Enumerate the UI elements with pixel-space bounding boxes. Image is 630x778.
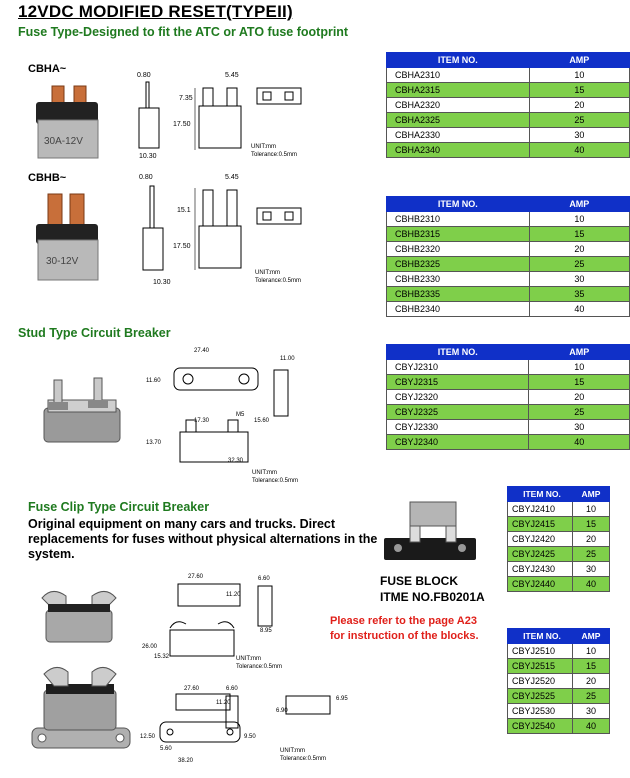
table-row (508, 502, 610, 517)
table-cell: 30 (529, 128, 629, 143)
table-header: AMP (573, 487, 610, 502)
table-row (387, 227, 630, 242)
page-title: 12VDC MODIFIED RESET(TYPEII) (18, 2, 293, 21)
dim-text: 11.00 (280, 356, 295, 362)
table-cell: 15 (529, 83, 629, 98)
table-row (387, 435, 630, 450)
unit-text: UNIT:mm (280, 748, 305, 754)
table-cell: 40 (529, 302, 629, 317)
table-cell: 10 (573, 644, 610, 659)
fuse-block-title: FUSE BLOCK (380, 574, 458, 588)
table-header: AMP (529, 345, 630, 360)
table-cell: CBHB2310 (387, 212, 530, 227)
table-row (387, 83, 630, 98)
table-cell: CBHA2310 (387, 68, 530, 83)
dim-text: 15.1 (177, 207, 191, 214)
table-cell: CBYJ2515 (508, 659, 573, 674)
stud-table (386, 344, 630, 450)
dim-text: 17.50 (173, 121, 191, 128)
dim-text: 17.30 (194, 418, 210, 424)
tolerance-text: Tolerance:0.5mm (280, 756, 327, 762)
dim-text: 11.60 (146, 378, 161, 384)
fuse-block-photo (380, 496, 480, 576)
table-cell: CBHB2325 (387, 257, 530, 272)
dim-text: 11.20 (216, 700, 231, 706)
table-cell: 25 (529, 113, 629, 128)
table-cell: CBYJ2425 (508, 547, 573, 562)
dim-text: 11.20 (226, 592, 241, 598)
table-cell: 40 (529, 435, 630, 450)
unit-text: UNIT:mm (236, 656, 261, 662)
table-cell: 20 (529, 390, 630, 405)
table-header: AMP (573, 629, 610, 644)
table-row (387, 420, 630, 435)
table-cell: CBHA2325 (387, 113, 530, 128)
table-header: AMP (529, 197, 629, 212)
cbhb-drawing (133, 170, 333, 288)
table-cell: 10 (529, 360, 630, 375)
dim-text: 6.60 (258, 576, 270, 582)
table-cell: CBYJ2320 (387, 390, 529, 405)
clip-description: Original equipment on many cars and trucks. Direct replacements for fuses without physical alternations in the system. (28, 517, 378, 561)
table-header: ITEM NO. (387, 197, 530, 212)
table-cell: 40 (573, 577, 610, 592)
clip-photo-2 (30, 660, 134, 760)
table-cell: CBHB2320 (387, 242, 530, 257)
table-cell: 20 (529, 98, 629, 113)
clip-table-2 (507, 628, 610, 734)
stud-drawing (140, 344, 320, 486)
tolerance-text: Tolerance:0.5mm (255, 278, 302, 284)
table-cell: 10 (573, 502, 610, 517)
table-row (387, 360, 630, 375)
table-cell: CBHB2335 (387, 287, 530, 302)
dim-text: 38.20 (178, 758, 194, 764)
dim-text: 13.70 (146, 440, 162, 446)
table-row (508, 719, 610, 734)
table-cell: CBYJ2330 (387, 420, 529, 435)
dim-text: 10.30 (153, 279, 171, 286)
tolerance-text: Tolerance:0.5mm (252, 478, 299, 484)
table-cell: 10 (529, 212, 629, 227)
dim-text: 5.60 (160, 746, 172, 752)
cbhb-label: CBHB~ (28, 172, 67, 184)
table-cell: CBYJ2530 (508, 704, 573, 719)
dim-text: 6.95 (336, 696, 348, 702)
table-cell: CBHB2340 (387, 302, 530, 317)
table-row (387, 212, 630, 227)
dim-text: 27.60 (188, 574, 204, 580)
table-cell: 30 (529, 420, 630, 435)
table-header: AMP (529, 53, 629, 68)
stud-section-title: Stud Type Circuit Breaker (18, 326, 171, 340)
table-cell: CBYJ2325 (387, 405, 529, 420)
table-cell: CBHA2330 (387, 128, 530, 143)
table-row (387, 390, 630, 405)
table-row (387, 405, 630, 420)
page-subtitle: Fuse Type-Designed to fit the ATC or ATO fuse footprint (18, 25, 349, 39)
table-cell: 25 (529, 257, 629, 272)
table-cell: 35 (529, 287, 629, 302)
table-cell: CBHA2340 (387, 143, 530, 158)
cbha-photo (30, 80, 110, 162)
table-row (387, 128, 630, 143)
table-cell: 40 (573, 719, 610, 734)
table-cell: CBYJ2315 (387, 375, 529, 390)
table-row (508, 517, 610, 532)
table-row (387, 272, 630, 287)
table-cell: 25 (529, 405, 630, 420)
table-cell: 30 (573, 562, 610, 577)
table-cell: 20 (573, 532, 610, 547)
dim-text: 5.45 (225, 174, 239, 181)
note-line-2: for instruction of the blocks. (330, 630, 479, 642)
table-cell: 20 (529, 242, 629, 257)
dim-text: 8.95 (260, 628, 272, 634)
table-cell: 25 (573, 547, 610, 562)
cbhb-photo (30, 190, 110, 286)
table-cell: 40 (529, 143, 629, 158)
table-cell: 15 (573, 659, 610, 674)
table-header: ITEM NO. (508, 629, 573, 644)
unit-text: UNIT:mm (252, 470, 277, 476)
note-line-1: Please refer to the page A23 (330, 615, 477, 627)
clip-table-1 (507, 486, 610, 592)
dim-text: 5.45 (225, 72, 239, 79)
dim-text: 27.40 (194, 348, 210, 354)
dim-text: M5 (236, 412, 245, 418)
cbha-label: CBHA~ (28, 63, 67, 75)
tolerance-text: Tolerance:0.5mm (251, 152, 298, 158)
table-cell: CBHA2320 (387, 98, 530, 113)
table-cell: 15 (573, 517, 610, 532)
dim-text: 27.60 (184, 686, 200, 692)
table-cell: CBYJ2310 (387, 360, 529, 375)
cbhb-table (386, 196, 630, 317)
table-cell: CBYJ2340 (387, 435, 529, 450)
table-cell: 20 (573, 674, 610, 689)
table-row (508, 659, 610, 674)
dim-text: 12.50 (140, 734, 156, 740)
table-cell: CBHB2315 (387, 227, 530, 242)
table-row (508, 532, 610, 547)
table-row (508, 644, 610, 659)
table-cell: CBHB2330 (387, 272, 530, 287)
table-row (508, 547, 610, 562)
table-row (387, 287, 630, 302)
table-cell: 30 (529, 272, 629, 287)
cbhb-product-text: 30-12V (46, 256, 79, 267)
table-cell: 10 (529, 68, 629, 83)
table-cell: CBYJ2420 (508, 532, 573, 547)
dim-text: 6.90 (276, 708, 288, 714)
table-row (508, 689, 610, 704)
table-cell: CBYJ2440 (508, 577, 573, 592)
table-row (508, 562, 610, 577)
dim-text: 9.50 (244, 734, 256, 740)
cbha-table (386, 52, 630, 158)
table-row (508, 674, 610, 689)
table-header: ITEM NO. (387, 53, 530, 68)
table-cell: 15 (529, 227, 629, 242)
table-cell: CBHA2315 (387, 83, 530, 98)
fuse-block-item: ITME NO.FB0201A (380, 590, 485, 604)
table-header: ITEM NO. (387, 345, 529, 360)
table-row (387, 257, 630, 272)
dim-text: 0.80 (137, 72, 151, 79)
table-cell: CBYJ2430 (508, 562, 573, 577)
table-cell: 25 (573, 689, 610, 704)
table-row (387, 143, 630, 158)
dim-text: 6.60 (226, 686, 238, 692)
table-cell: CBYJ2410 (508, 502, 573, 517)
table-cell: CBYJ2525 (508, 689, 573, 704)
dim-text: 15.60 (254, 418, 270, 424)
dim-text: 0.80 (139, 174, 153, 181)
table-row (387, 242, 630, 257)
cbha-product-text: 30A-12V (44, 136, 83, 147)
dim-text: 15.32 (154, 654, 170, 660)
stud-photo (34, 372, 134, 452)
table-row (387, 98, 630, 113)
table-row (387, 68, 630, 83)
table-row (508, 704, 610, 719)
table-row (387, 375, 630, 390)
table-row (387, 113, 630, 128)
clip-section-title: Fuse Clip Type Circuit Breaker (28, 500, 210, 514)
dim-text: 32.30 (228, 458, 244, 464)
unit-text: UNIT:mm (255, 270, 280, 276)
table-cell: CBYJ2510 (508, 644, 573, 659)
clip-drawing-1 (140, 570, 320, 674)
unit-text: UNIT:mm (251, 144, 276, 150)
table-row (387, 302, 630, 317)
clip-photo-1 (36, 582, 122, 648)
dim-text: 17.50 (173, 243, 191, 250)
table-cell: CBYJ2520 (508, 674, 573, 689)
table-cell: CBYJ2540 (508, 719, 573, 734)
table-cell: 30 (573, 704, 610, 719)
dim-text: 10.30 (139, 153, 157, 160)
dim-text: 7.35 (179, 95, 193, 102)
clip-drawing-2 (140, 682, 360, 774)
table-cell: 15 (529, 375, 630, 390)
cbha-drawing (133, 68, 333, 164)
dim-text: 26.00 (142, 644, 158, 650)
tolerance-text: Tolerance:0.5mm (236, 664, 283, 670)
table-cell: CBYJ2415 (508, 517, 573, 532)
table-header: ITEM NO. (508, 487, 573, 502)
table-row (508, 577, 610, 592)
